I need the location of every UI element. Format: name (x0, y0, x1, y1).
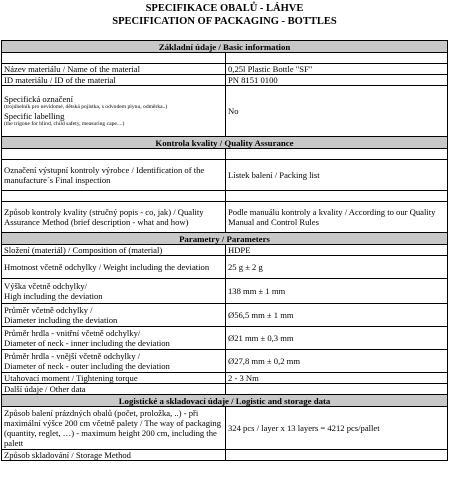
diameter-value: Ø56,5 mm ± 1 mm (226, 304, 448, 327)
diameter-label (2, 304, 226, 327)
section-title-basic: Základní údaje / Basic information (2, 41, 448, 53)
material-name-label: Název materiálu / Name of the material (2, 64, 226, 75)
neck-outer-value: Ø27,8 mm ± 0,2 mm (226, 350, 448, 373)
material-id-label: ID materiálu / ID of the material (2, 75, 226, 86)
table-row-specific-labelling (2, 86, 448, 137)
specific-labelling-label (2, 86, 226, 137)
diameter-label-cs: Průměr včetně odchylky / (4, 305, 93, 315)
specific-labelling-value: No (226, 86, 448, 137)
blank-row (2, 149, 448, 160)
table-row-neck-outer (2, 350, 448, 373)
qa-method-label: Způsob kontroly kvality (stručný popis - co, jak) / Quality Assurance Method (brief description - what and how) (2, 202, 226, 233)
storage-label: Způsob skladování / Storage Method (2, 450, 226, 461)
height-label-en: High including the deviation (4, 291, 103, 301)
table-row-final-inspection (2, 160, 448, 191)
storage-value (226, 450, 448, 461)
title-english: SPECIFICATION OF PACKAGING - BOTTLES (112, 16, 337, 27)
final-inspection-label: Označení výstupní kontroly výrobce / Identification of the manufacture´s Final inspection (2, 160, 226, 191)
neck-inner-label-en: Diameter of neck - inner including the deviation (4, 338, 170, 348)
table-row-material-name (2, 64, 448, 75)
final-inspection-value: Lístek balení / Packing list (226, 160, 448, 191)
material-id-value: PN 8151 0100 (226, 75, 448, 86)
section-header-basic (2, 41, 448, 53)
height-label-cs: Výška včetně odchylky/ (4, 281, 88, 291)
height-label (2, 279, 226, 304)
section-title-logistic: Logistické a skladovací údaje / Logistic and storage data (2, 395, 448, 407)
specification-table (1, 40, 448, 461)
specific-label-en: Specific labelling (4, 111, 65, 121)
other-data-value (226, 384, 448, 395)
weight-value: 25 g ± 2 g (226, 256, 448, 279)
composition-value: HDPE (226, 245, 448, 256)
table-row-height (2, 279, 448, 304)
section-title-parameters: Parametry / Parameters (2, 233, 448, 245)
composition-label: Složení (materiál) / Composition of (material) (2, 245, 226, 256)
neck-outer-label (2, 350, 226, 373)
torque-value: 2 - 3 Nm (226, 373, 448, 384)
table-row-packing (2, 407, 448, 450)
qa-method-value: Podle manuálu kontroly a kvality / According to our Quality Manual and Control Rules (226, 202, 448, 233)
blank-row (2, 53, 448, 64)
neck-inner-label-cs: Průměr hrdla - vnitřní včetně odchylky/ (4, 328, 141, 338)
neck-inner-label (2, 327, 226, 350)
specific-note-cs: (trojúhelník pro nevidomé, dětská pojistka, s odvodem plynu, odměrka..) (4, 104, 168, 110)
other-data-label: Další údaje / Other data (2, 384, 226, 395)
material-name-value: 0,25l Plastic Bottle "SF" (226, 64, 448, 75)
neck-outer-label-cs: Průměr hrdla - vnější včetně odchylky / (4, 351, 141, 361)
specific-label-cs: Specifická označení (4, 94, 73, 104)
torque-label: Utahovací moment / Tightening torque (2, 373, 226, 384)
table-row-neck-inner (2, 327, 448, 350)
packing-label: Způsob balení prázdných obalů (počet, proložka, ..) - při maximální výšce 200 cm včetně palety / The way of packaging (quantity, reglet, …) - maximum height 200 cm, including the palett (2, 407, 226, 450)
specific-note-en: (the trigone for blind, child safety, measuring cape....) (4, 121, 125, 127)
blank-row (2, 191, 448, 202)
table-row-qa-method (2, 202, 448, 233)
title-czech: SPECIFIKACE OBALŮ - LÁHVE (145, 3, 304, 14)
section-header-parameters (2, 233, 448, 245)
height-value: 138 mm ± 1 mm (226, 279, 448, 304)
table-row-diameter (2, 304, 448, 327)
neck-inner-value: Ø21 mm ± 0,3 mm (226, 327, 448, 350)
section-header-logistic (2, 395, 448, 407)
table-row-material-id (2, 75, 448, 86)
diameter-label-en: Diameter including the deviation (4, 315, 118, 325)
table-row-other-data (2, 384, 448, 395)
packing-value: 324 pcs / layer x 13 layers = 4212 pcs/pallet (226, 407, 448, 450)
weight-label: Hmotnost včetně odchylky / Weight including the deviation (2, 256, 226, 279)
table-row-composition (2, 245, 448, 256)
document-title (0, 0, 449, 28)
section-title-quality: Kontrola kvality / Quality Assurance (2, 137, 448, 149)
neck-outer-label-en: Diameter of neck - outer including the deviation (4, 361, 170, 371)
table-row-storage (2, 450, 448, 461)
table-row-torque (2, 373, 448, 384)
section-header-quality (2, 137, 448, 149)
table-row-weight (2, 256, 448, 279)
